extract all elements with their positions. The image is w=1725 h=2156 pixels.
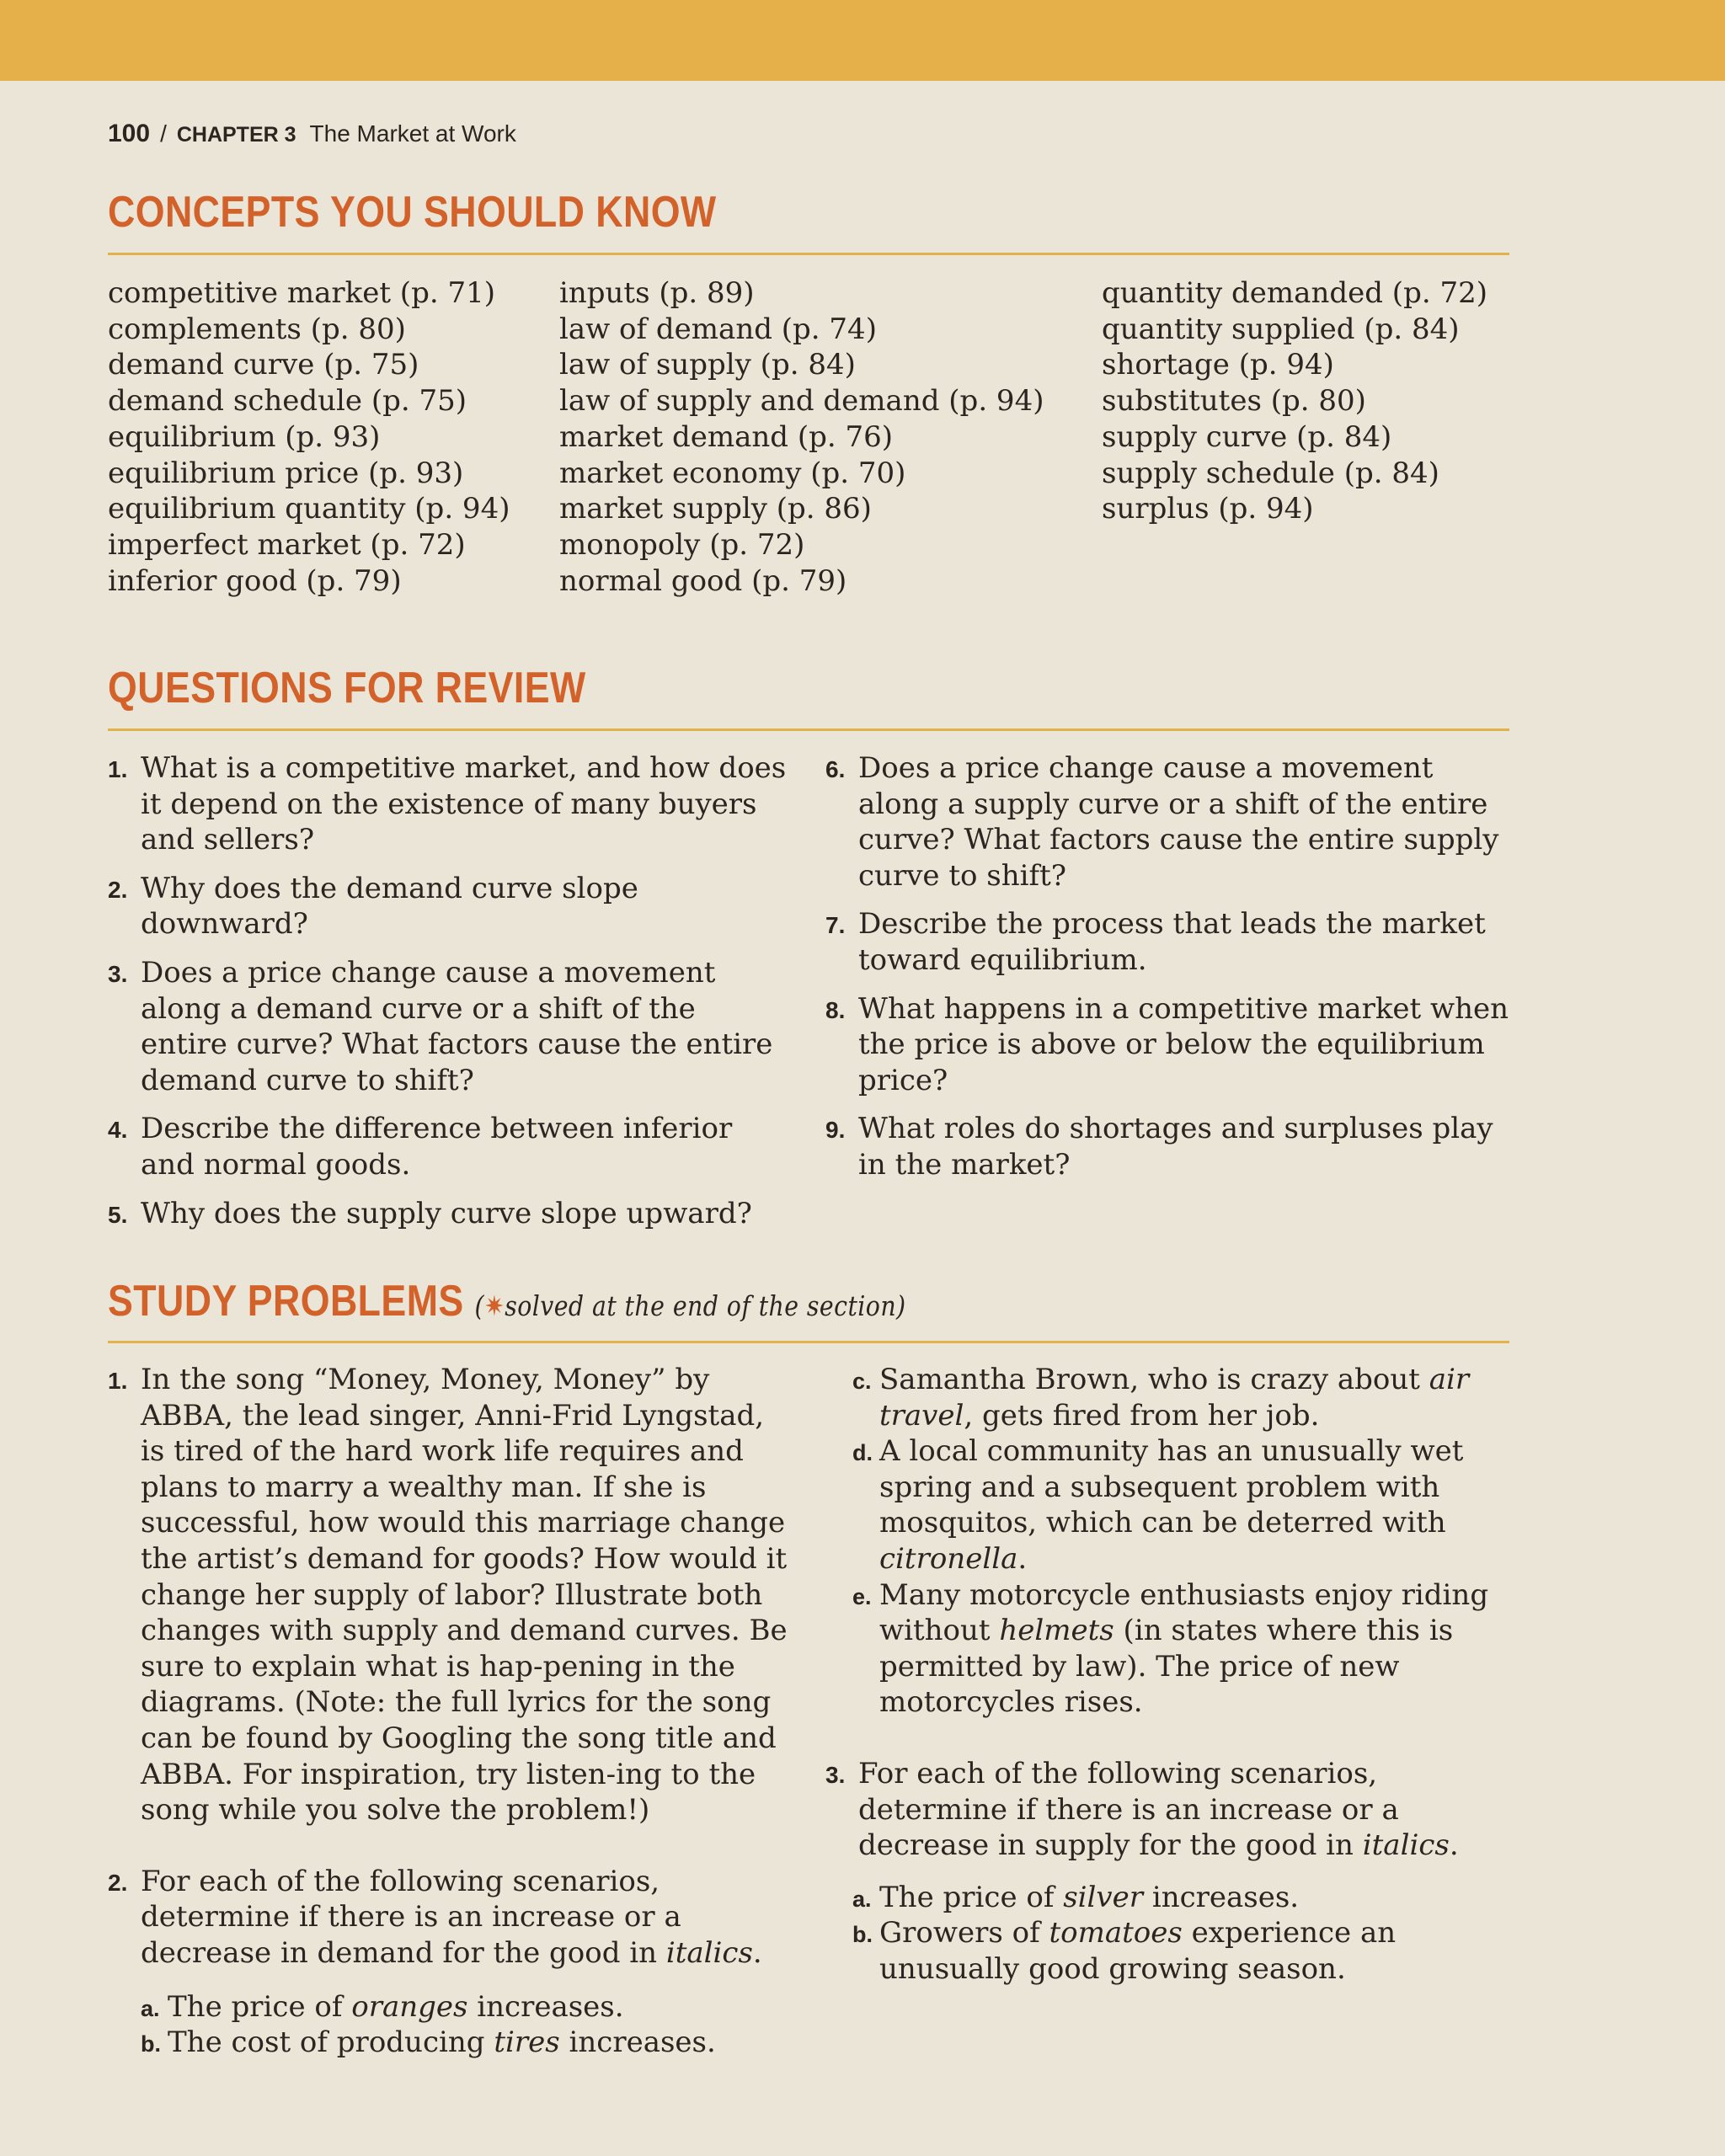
question-text: Describe the difference between inferior and normal goods. xyxy=(141,1112,733,1182)
question-number: 1. xyxy=(108,756,128,782)
concept-term: equilibrium quantity (p. 94) xyxy=(108,492,510,526)
sub-label: e. xyxy=(852,1583,872,1609)
concept-term: quantity demanded (p. 72) xyxy=(1102,276,1487,310)
sub-question xyxy=(141,2025,790,2061)
sub-label: a. xyxy=(852,1886,872,1912)
review-question xyxy=(108,1196,790,1232)
sub-label: b. xyxy=(852,1922,873,1948)
question-number: 9. xyxy=(825,1117,846,1144)
sub-text: The price of xyxy=(168,1989,352,2024)
concept-term: market economy (p. 70) xyxy=(559,456,906,490)
concept-term: law of supply (p. 84) xyxy=(559,348,856,382)
problem-text-end: . xyxy=(752,1935,762,1970)
top-color-bar xyxy=(0,0,1725,81)
review-question xyxy=(825,1111,1509,1182)
sub-text-end: increases. xyxy=(559,2025,716,2060)
sub-text: A local community has an unusually wet spring and a subsequent problem with mosquitos, which can be deterred with xyxy=(879,1434,1464,1540)
review-question xyxy=(825,991,1509,1099)
question-number: 7. xyxy=(825,912,846,939)
sub-label: a. xyxy=(141,1995,160,2021)
sub-question xyxy=(852,1433,1509,1577)
concept-term: equilibrium (p. 93) xyxy=(108,419,381,454)
review-questions-right xyxy=(825,750,1509,1183)
sub-text-end: (in states where this is permitted by law). The price of new motorcycles rises. xyxy=(879,1614,1454,1720)
study-problem xyxy=(825,1756,1509,1864)
chapter-title: The Market at Work xyxy=(309,120,516,147)
sub-question xyxy=(141,1989,790,2025)
problem-italic: italics xyxy=(1362,1828,1450,1863)
sub-italic: citronella xyxy=(879,1541,1018,1576)
page-number: 100 xyxy=(108,120,151,147)
problem-text-end: . xyxy=(1449,1828,1459,1863)
sub-text: Samantha Brown, who is crazy about xyxy=(879,1363,1429,1396)
sub-label: d. xyxy=(852,1440,873,1466)
question-number: 4. xyxy=(108,1117,128,1144)
note-paren-open: ( xyxy=(474,1289,484,1322)
solved-note xyxy=(474,1289,905,1322)
concepts-rule xyxy=(108,253,1509,255)
question-text: Why does the supply curve slope upward? xyxy=(141,1196,752,1230)
sub-text-end: experience an unusually good growing season. xyxy=(879,1916,1397,1986)
study-title: STUDY PROBLEMS xyxy=(108,1277,464,1326)
study-problem-3 xyxy=(825,1756,1509,1988)
sub-question xyxy=(852,1915,1509,1987)
study-problems-left xyxy=(108,1362,790,2061)
review-heading: QUESTIONS FOR REVIEW xyxy=(108,664,586,712)
concept-term: demand schedule (p. 75) xyxy=(108,384,467,419)
sub-label: b. xyxy=(141,2031,161,2057)
sub-text: The cost of producing xyxy=(168,2025,494,2060)
problem-text: For each of the following scenarios, determine if there is an increase or a decrease in demand for the good in xyxy=(141,1864,681,1970)
concept-term: market supply (p. 86) xyxy=(559,492,872,526)
study-problem xyxy=(108,1864,790,2061)
sub-label: c. xyxy=(852,1369,872,1394)
problem-text: In the song “Money, Money, Money” by ABBA, the lead singer, Anni-Frid Lyngstad, is tired of the hard work life requires and plans to marry a wealthy man. If she is successful, how would this marriage change the artist’s demand for goods? How would it change her supply of labor? Illustrate both changes with supply and demand curves. Be sure to explain what is hap-pening in the diagrams. (Note: the full lyrics for the song can be found by Googling the song title and ABBA. For inspiration, try listen-ing to the song while you solve the problem!) xyxy=(141,1363,788,1828)
sub-question xyxy=(852,1577,1509,1721)
concept-term: monopoly (p. 72) xyxy=(559,527,805,562)
question-number: 3. xyxy=(108,960,128,987)
concept-term: competitive market (p. 71) xyxy=(108,276,495,310)
question-text: Why does the demand curve slope downward? xyxy=(141,871,638,942)
note-paren-close: ) xyxy=(896,1289,906,1322)
concept-term: complements (p. 80) xyxy=(108,312,406,346)
concepts-column-3 xyxy=(1102,275,1487,527)
sub-italic: helmets xyxy=(999,1614,1114,1648)
concept-term: supply schedule (p. 84) xyxy=(1102,456,1439,490)
problem-number: 3. xyxy=(825,1762,846,1788)
question-text: Does a price change cause a movement along a supply curve or a shift of the entire curve? What factors cause the entire supply curve to shift? xyxy=(858,751,1499,893)
problem-text: For each of the following scenarios, determine if there is an increase or a decrease in supply for the good in xyxy=(858,1757,1399,1863)
review-question xyxy=(825,750,1509,894)
review-question xyxy=(108,750,790,858)
review-question xyxy=(108,871,790,942)
study-heading xyxy=(108,1276,906,1326)
concept-term: quantity supplied (p. 84) xyxy=(1102,312,1460,346)
question-number: 6. xyxy=(825,756,846,782)
concepts-heading: CONCEPTS YOU SHOULD KNOW xyxy=(108,188,717,237)
concepts-column-1 xyxy=(108,275,510,599)
review-questions-left xyxy=(108,750,790,1231)
sub-list xyxy=(825,1880,1509,1988)
review-rule xyxy=(108,728,1509,731)
question-number: 2. xyxy=(108,876,128,903)
sub-text: The price of xyxy=(879,1880,1064,1914)
chapter-label: CHAPTER 3 xyxy=(176,123,296,147)
question-number: 8. xyxy=(825,996,846,1023)
concept-term: inputs (p. 89) xyxy=(559,276,755,310)
review-question xyxy=(108,1111,790,1182)
sub-text: Growers of xyxy=(879,1916,1049,1951)
concept-term: normal good (p. 79) xyxy=(559,563,847,598)
note-text: solved at the end of the section xyxy=(505,1289,897,1322)
concept-term: supply curve (p. 84) xyxy=(1102,419,1392,454)
header-separator: / xyxy=(160,120,167,147)
sub-question xyxy=(852,1362,1509,1433)
sub-italic: tires xyxy=(494,2025,560,2060)
sub-italic: silver xyxy=(1063,1880,1144,1914)
sub-text-end: increases. xyxy=(1143,1880,1300,1914)
study-problem xyxy=(108,1362,790,1828)
question-number: 5. xyxy=(108,1201,128,1228)
question-text: Describe the process that leads the market toward equilibrium. xyxy=(858,907,1486,977)
study-problems-right xyxy=(852,1362,1509,1721)
star-icon: ✷ xyxy=(483,1289,505,1322)
sub-text-end: increases. xyxy=(467,1989,624,2024)
running-head xyxy=(108,120,516,148)
concept-term: demand curve (p. 75) xyxy=(108,348,419,382)
concept-term: equilibrium price (p. 93) xyxy=(108,456,464,490)
question-text: What is a competitive market, and how does it depend on the existence of many buyers and sellers? xyxy=(141,751,787,857)
sub-italic: air travel xyxy=(879,1363,1470,1433)
problem-number: 2. xyxy=(108,1869,128,1896)
problem-number: 1. xyxy=(108,1368,128,1394)
sub-italic: oranges xyxy=(351,1989,468,2024)
review-question xyxy=(108,955,790,1098)
concept-term: imperfect market (p. 72) xyxy=(108,527,466,562)
concept-term: surplus (p. 94) xyxy=(1102,492,1314,526)
question-text: What happens in a competitive market when the price is above or below the equilibrium price? xyxy=(858,991,1509,1097)
sub-text: Many motorcycle enthusiasts enjoy riding without xyxy=(879,1577,1489,1648)
sub-question xyxy=(852,1880,1509,1916)
concept-term: law of supply and demand (p. 94) xyxy=(559,384,1044,419)
concept-term: substitutes (p. 80) xyxy=(1102,384,1366,419)
study-rule xyxy=(108,1341,1509,1343)
concept-term: inferior good (p. 79) xyxy=(108,563,402,598)
concept-term: law of demand (p. 74) xyxy=(559,312,877,346)
sub-text-end: , gets fired from her job. xyxy=(964,1398,1320,1433)
concepts-column-2 xyxy=(559,275,1044,599)
question-text: Does a price change cause a movement along a demand curve or a shift of the entire curve? What factors cause the entire demand curve to shift? xyxy=(141,955,773,1097)
problem-italic: italics xyxy=(665,1935,753,1970)
concept-term: market demand (p. 76) xyxy=(559,419,893,454)
review-question xyxy=(825,906,1509,978)
concept-term: shortage (p. 94) xyxy=(1102,348,1334,382)
sub-text-end: . xyxy=(1017,1541,1028,1576)
sub-italic: tomatoes xyxy=(1049,1916,1183,1951)
question-text: What roles do shortages and surpluses play in the market? xyxy=(858,1112,1493,1182)
